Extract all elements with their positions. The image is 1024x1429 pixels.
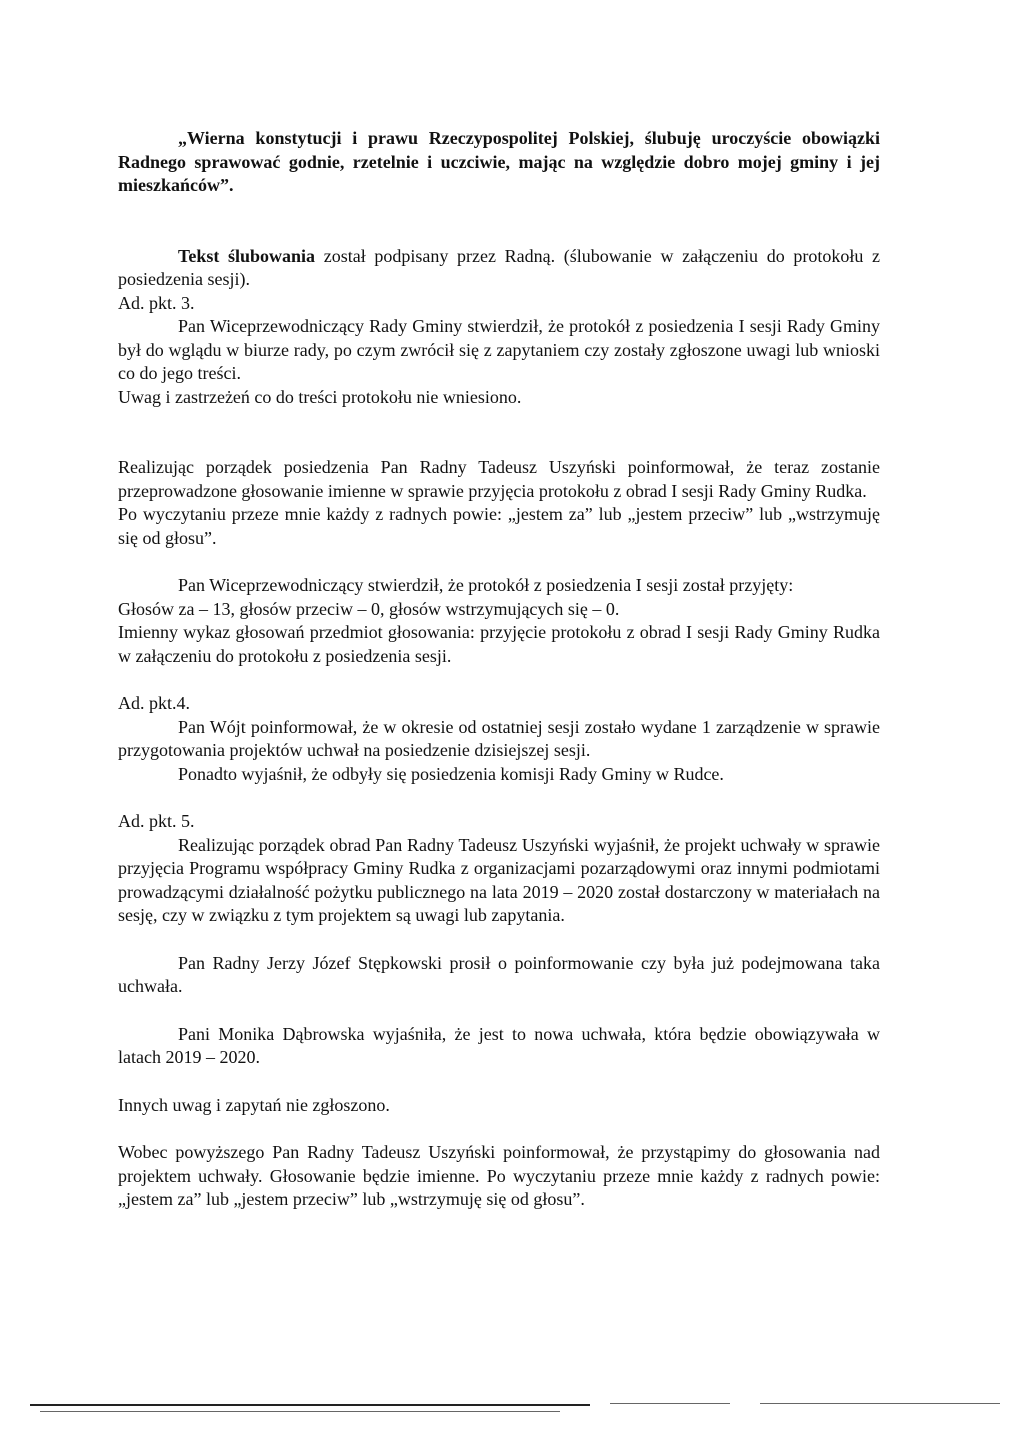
item3-paragraph-5: Pan Wiceprzewodniczący stwierdził, że protokół z posiedzenia I sesji został przyjęty: <box>178 575 794 595</box>
scan-line-artifact-3 <box>760 1403 1000 1404</box>
item5-paragraph-5: Wobec powyższego Pan Radny Tadeusz Uszyński poinformował, że przystąpimy do głosowania nad projektem uchwały. Głosowanie będzie imienne. Po wyczytaniu przeze mnie każdy z radnych powie: „jestem za” lub „jestem przeciw” lub „wstrzymuję się od głosu”. <box>118 1142 880 1209</box>
item5-paragraph-4: Innych uwag i zapytań nie zgłoszono. <box>118 1094 390 1115</box>
item5-paragraph-1: Realizując porządek obrad Pan Radny Tadeusz Uszyński wyjaśnił, że projekt uchwały w sprawie przyjęcia Programu współpracy Gminy Rudka z organizacjami pozarządowymi oraz innymi podmiotami prowadzącymi działalność pożytku publicznego na lata 2019 – 2020 został dostarczony w materiałach na sesję, czy w związku z tym projektem są uwagi lub zapytania. <box>118 834 880 925</box>
oath-signed-bold: Tekst ślubowania <box>178 245 316 266</box>
item3-paragraph-7: Imienny wykaz głosowań przedmiot głosowania: przyjęcie protokołu z obrad I sesji Rady Gminy Rudka w załączeniu do protokołu z posiedzenia sesji. <box>118 622 880 666</box>
item3-heading: Ad. pkt. 3. <box>118 292 195 313</box>
item4-paragraph-1: Pan Wójt poinformował, że w okresie od ostatniej sesji zostało wydane 1 zarządzenie w sprawie przygotowania projektów uchwał na posiedzenie dzisiejszej sesji. <box>118 716 880 760</box>
document-body <box>118 127 880 1212</box>
item3-paragraph-2: Uwag i zastrzeżeń co do treści protokołu nie wniesiono. <box>118 386 522 407</box>
oath-signed-rest: został podpisany przez Radną. (ślubowanie w załączeniu do protokołu z posiedzenia sesji). <box>118 245 881 289</box>
item5-paragraph-3: Pani Monika Dąbrowska wyjaśniła, że jest to nowa uchwała, która będzie obowiązywała w latach 2019 – 2020. <box>118 1023 880 1067</box>
scan-line-artifact-2 <box>610 1403 730 1404</box>
item3-paragraph-1: Pan Wiceprzewodniczący Rady Gminy stwierdził, że protokół z posiedzenia I sesji Rady Gminy był do wglądu w biurze rady, po czym zwrócił się z zapytaniem czy zostały zgłoszone uwagi lub wnioski co do jego treści. <box>118 316 880 383</box>
item4-paragraph-2: Ponadto wyjaśnił, że odbyły się posiedzenia komisji Rady Gminy w Rudce. <box>178 763 724 784</box>
item3-paragraph-3: Realizując porządek posiedzenia Pan Radny Tadeusz Uszyński poinformował, że teraz zostanie przeprowadzone głosowanie imienne w sprawie przyjęcia protokołu z obrad I sesji Rady Gminy Rudka. <box>118 457 880 501</box>
item5-heading: Ad. pkt. 5. <box>118 811 195 831</box>
oath-signed-note <box>118 245 880 292</box>
oath-text: „Wierna konstytucji i prawu Rzeczypospolitej Polskiej, ślubuję uroczyście obowiązki Radnego sprawować godnie, rzetelnie i uczciwie, mając na względzie dobro mojej gminy i jej mieszkańców”. <box>118 128 880 195</box>
item4-heading: Ad. pkt.4. <box>118 693 190 713</box>
item3-paragraph-4: Po wyczytaniu przeze mnie każdy z radnych powie: „jestem za” lub „jestem przeciw” lub „wstrzymuję się od głosu”. <box>118 504 880 548</box>
scan-line-artifact <box>30 1404 590 1406</box>
item5-paragraph-2: Pan Radny Jerzy Józef Stępkowski prosił o poinformowanie czy była już podejmowana taka uchwała. <box>118 952 880 996</box>
item3-paragraph-6: Głosów za – 13, głosów przeciw – 0, głosów wstrzymujących się – 0. <box>118 598 620 619</box>
scan-line-artifact-4 <box>40 1411 560 1412</box>
